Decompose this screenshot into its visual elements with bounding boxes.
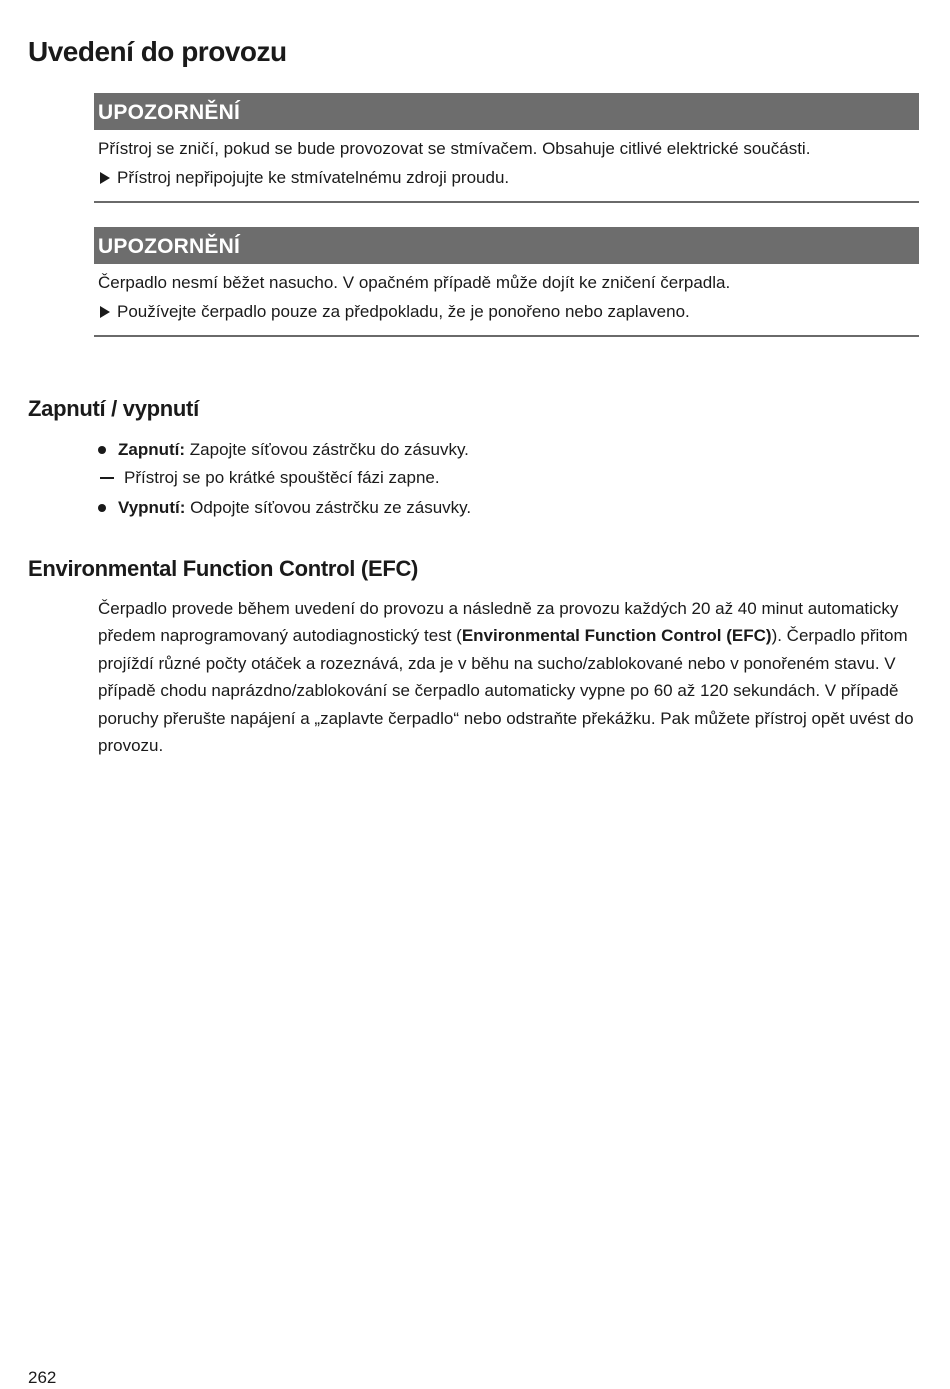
page-number: 262 <box>28 1368 57 1387</box>
warning-action-text: Používejte čerpadlo pouze za předpokladu, že je ponořeno nebo zaplaveno. <box>117 302 690 321</box>
on-subtext: Přístroj se po krátké spouštěcí fázi zapne. <box>124 468 440 487</box>
warning-action-text: Přístroj nepřipojujte ke stmívatelnému zdroji proudu. <box>117 168 510 187</box>
list-item-on <box>98 436 471 464</box>
dash-icon <box>100 477 114 479</box>
section-title-on-off: Zapnutí / vypnutí <box>28 396 199 421</box>
bullet-icon <box>98 446 106 454</box>
bullet-icon <box>98 504 106 512</box>
warning-box-dimmer <box>94 93 919 203</box>
efc-text-before: Čerpadlo provede během uvedení do provozu a následně za provozu každých 20 až 40 minut automaticky předem naprogramovaný autodiagnostický test ( <box>98 599 899 646</box>
on-label: Zapnutí: <box>118 440 186 459</box>
page-title: Uvedení do provozu <box>28 36 287 67</box>
efc-bold-term: Environmental Function Control (EFC) <box>461 626 772 646</box>
warning-header: UPOZORNĚNÍ <box>94 227 919 264</box>
list-subitem-on <box>98 464 471 492</box>
off-label: Vypnutí: <box>118 498 186 517</box>
warning-text: Přístroj se zničí, pokud se bude provozovat se stmívačem. Obsahuje citlivé elektrické součásti. <box>98 139 811 158</box>
on-off-list <box>98 436 471 522</box>
warning-header: UPOZORNĚNÍ <box>94 93 919 130</box>
warning-action <box>98 163 919 192</box>
arrow-right-icon <box>100 172 110 184</box>
section-title-efc: Environmental Function Control (EFC) <box>28 556 419 581</box>
arrow-right-icon <box>100 306 110 318</box>
warning-body <box>94 268 919 326</box>
on-text: Zapojte síťovou zástrčku do zásuvky. <box>185 440 469 459</box>
warning-box-dry-run <box>94 227 919 337</box>
efc-text-after: ). Čerpadlo přitom projíždí různé počty otáček a rozeznává, zda je v běhu na sucho/zablokované nebo v ponořeném stavu. V případě chodu naprázdno/zablokování se čerpadlo automaticky vypne po 60 až 120 sekundách. V případě poruchy přerušte napájení a „zaplavte čerpadlo“ nebo odstraňte překážku. Pak můžete přístroj opět uvést do provozu. <box>98 626 914 756</box>
warning-text: Čerpadlo nesmí běžet nasucho. V opačném případě může dojít ke zničení čerpadla. <box>98 273 731 292</box>
efc-paragraph <box>98 595 918 759</box>
warning-action <box>98 297 919 326</box>
list-item-off <box>98 494 471 522</box>
warning-body <box>94 134 919 192</box>
off-text: Odpojte síťovou zástrčku ze zásuvky. <box>185 498 472 517</box>
